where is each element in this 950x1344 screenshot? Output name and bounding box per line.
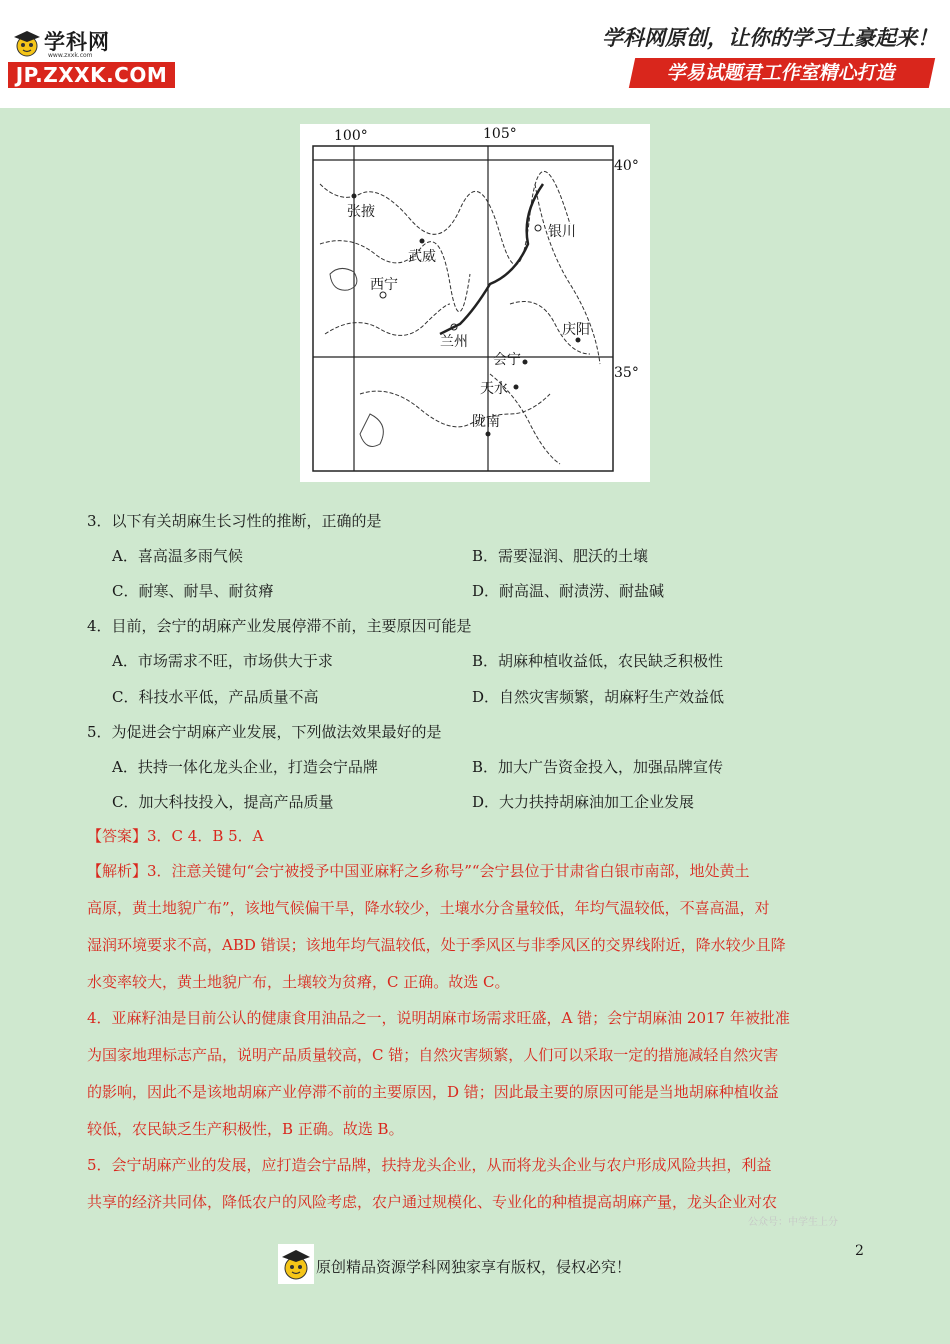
page-footer <box>278 1244 678 1284</box>
header-slogan: 学科网原创，让你的学习土豪起来！ <box>602 25 938 50</box>
city-yinchuan: 银川 <box>548 224 576 240</box>
city-huining: 会宁 <box>493 352 521 368</box>
page-number: 2 <box>855 1243 864 1259</box>
logo-domain: JP.ZXXK.COM <box>8 62 175 88</box>
city-longnan: 陇南 <box>472 414 500 430</box>
analysis-line: 较低，农民缺乏生产积极性，B 正确。故选 B。 <box>87 1120 404 1138</box>
analysis-q5 <box>87 1147 862 1221</box>
question-4-stem: 4．目前，会宁的胡麻产业发展停滞不前，主要原因可能是 <box>87 617 472 635</box>
analysis-line: 共享的经济共同体，降低农户的风险考虑，农户通过规模化、专业化的种植提高胡麻产量，龙头企业对农 <box>87 1193 778 1211</box>
q3-option-d: D．耐高温、耐渍涝、耐盐碱 <box>472 582 665 600</box>
q5-option-b: B．加大广告资金投入，加强品牌宣传 <box>472 758 724 776</box>
city-zhangye: 张掖 <box>347 204 375 220</box>
lat-35-label: 35° <box>614 365 639 381</box>
q4-option-d: D．自然灾害频繁，胡麻籽生产效益低 <box>472 688 725 706</box>
q4-option-b: B．胡麻种植收益低，农民缺乏积极性 <box>472 652 724 670</box>
q4-option-a: A．市场需求不旺，市场供大于求 <box>112 652 333 670</box>
analysis-line: 5．会宁胡麻产业的发展，应打造会宁品牌，扶持龙头企业，从而将龙头企业与农户形成风险共担，利益 <box>87 1156 772 1174</box>
analysis-line: 湿润环境要求不高，ABD 错误；该地年均气温较低，处于季风区与非季风区的交界线附近，降水较少且降 <box>87 936 786 954</box>
city-wuwei: 武威 <box>408 249 436 265</box>
city-qingyang: 庆阳 <box>562 322 590 338</box>
mascot-icon <box>12 28 42 58</box>
q3-option-a: A．喜高温多雨气候 <box>112 547 243 565</box>
analysis-line: 水变率较大，黄土地貌广布，土壤较为贫瘠，C 正确。故选 C。 <box>87 973 510 991</box>
q4-option-c: C．科技水平低，产品质量不高 <box>112 688 319 706</box>
analysis-line: 【解析】3．注意关键句“会宁被授予中国亚麻籽之乡称号”“会宁县位于甘肃省白银市南部，地处黄土 <box>87 862 750 880</box>
analysis-line: 为国家地理标志产品，说明产品质量较高，C 错；自然灾害频繁，人们可以采取一定的措施减轻自然灾害 <box>87 1046 779 1064</box>
question-3-stem: 3．以下有关胡麻生长习性的推断，正确的是 <box>87 512 382 530</box>
page-header <box>0 0 950 108</box>
q3-option-c: C．耐寒、耐旱、耐贫瘠 <box>112 582 274 600</box>
map-figure <box>300 124 650 482</box>
city-tianshui: 天水 <box>480 381 508 397</box>
analysis-line: 的影响，因此不是该地胡麻产业停滞不前的主要原因，D 错；因此最主要的原因可能是当地胡麻种植收益 <box>87 1083 779 1101</box>
q5-option-a: A．扶持一体化龙头企业，打造会宁品牌 <box>112 758 378 776</box>
analysis-line: 高原，黄土地貌广布”，该地气候偏干旱，降水较少，土壤水分含量较低，年均气温较低，不喜高温，对 <box>87 899 770 917</box>
question-5-stem: 5．为促进会宁胡麻产业发展，下列做法效果最好的是 <box>87 723 442 741</box>
lon-100-label: 100° <box>334 128 368 144</box>
logo-name: 学科网 <box>44 30 110 54</box>
studio-banner: 学易试题君工作室精心打造 <box>629 58 935 88</box>
lat-40-label: 40° <box>614 158 639 174</box>
analysis-q4 <box>87 1000 862 1148</box>
watermark: 公众号：中学生上分 <box>748 1217 838 1228</box>
analysis-q3 <box>87 853 862 1001</box>
lon-105-label: 105° <box>483 126 517 142</box>
q3-option-b: B．需要湿润、肥沃的土壤 <box>472 547 649 565</box>
mascot-icon <box>278 1244 314 1284</box>
q5-option-d: D．大力扶持胡麻油加工企业发展 <box>472 793 695 811</box>
zxxk-logo[interactable] <box>8 22 178 92</box>
city-lanzhou: 兰州 <box>440 334 468 350</box>
q5-option-c: C．加大科技投入，提高产品质量 <box>112 793 334 811</box>
answer-line: 【答案】3．C 4．B 5．A <box>87 827 264 845</box>
city-xining: 西宁 <box>370 277 398 293</box>
analysis-line: 4．亚麻籽油是目前公认的健康食用油品之一，说明胡麻市场需求旺盛，A 错；会宁胡麻油 2017 年被批准 <box>87 1009 790 1027</box>
logo-url: www.zxxk.com <box>48 52 93 59</box>
copyright-notice: 原创精品资源学科网独家享有版权，侵权必究！ <box>316 1258 632 1276</box>
